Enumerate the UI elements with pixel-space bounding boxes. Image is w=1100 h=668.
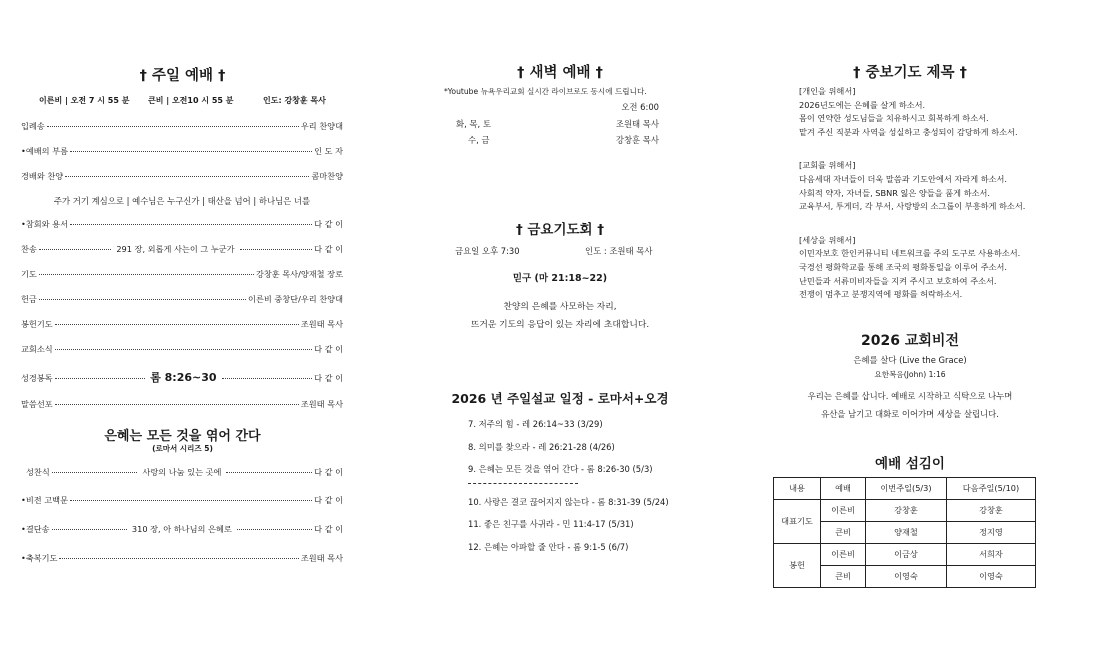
friday-leader: 인도 : 조원태 목사 [585, 246, 653, 256]
youtube-note: *Youtube 뉴욕우리교회 실시간 라이브로도 동시에 드립니다. [444, 87, 647, 96]
order-row [21, 466, 343, 478]
order-person: 다 같 이 [314, 344, 343, 354]
order-row [21, 145, 343, 157]
order-person: 조원태 목사 [300, 399, 343, 409]
order-row [21, 369, 343, 385]
order-detail: 310 장, 아 하나님의 은혜로 [131, 524, 232, 534]
dawn-time: 오전 6:00 [621, 102, 659, 112]
schedule-item: 10. 사랑은 결코 끊어지지 않는다 - 롬 8:31-39 (5/24) [468, 496, 669, 507]
order-person: 다 같 이 [314, 467, 344, 477]
order-detail: 291 장, 외롭게 사는이 그 누군가 [116, 244, 235, 254]
order-item: •예배의 부름 [21, 146, 68, 156]
vision-subtitle: 은혜를 살다 (Live the Grace) [853, 355, 967, 365]
cell: 강창훈 [866, 500, 947, 522]
cell: 이금상 [866, 544, 947, 566]
order-row [21, 398, 343, 410]
vision-line: 우리는 은혜를 삽니다. 예배로 시작하고 식탁으로 나누며 [807, 391, 1013, 401]
sermon-series: (로마서 시리즈 5) [152, 444, 213, 453]
friday-desc-line: 찬양의 은혜를 사모하는 자리, [503, 302, 617, 312]
order-person: 조원태 목사 [300, 319, 343, 329]
order-item: 성경봉독 [21, 373, 53, 383]
scripture-reading: 롬 8:26~30 [150, 371, 217, 384]
cell: 정지영 [946, 522, 1035, 544]
order-row [21, 494, 343, 506]
table-row [774, 500, 1036, 522]
order-row [21, 318, 343, 330]
vision-line: 유산을 남기고 대화로 이어가며 세상을 살립니다. [821, 409, 999, 419]
prayer-line: 교육부서, 투게더, 각 부서, 사랑방의 소그룹이 부흥하게 하소서. [799, 201, 1026, 212]
schedule-item: 8. 의미를 찾으라 - 레 26:21-28 (4/26) [468, 441, 615, 452]
prayer-line: 전쟁이 멈추고 분쟁지역에 평화를 허락하소서. [799, 289, 963, 300]
order-person: 다 같 이 [314, 219, 343, 229]
order-item: •참회와 용서 [21, 219, 68, 229]
sermon-schedule-title: 2026 년 주일설교 일정 - 로마서+오경 [451, 391, 669, 406]
dawn-leader: 조원태 목사 [615, 119, 659, 129]
order-row [21, 120, 343, 132]
order-row [21, 170, 343, 182]
early-service-time: 이른비 | 오전 7 시 55 분 [39, 96, 130, 105]
table-row [774, 544, 1036, 566]
order-person: 콤마찬양 [311, 171, 343, 181]
order-item: •축복기도 [21, 553, 58, 563]
prayer-line: 몸이 연약한 성도님들을 치유하시고 회복하게 하소서. [799, 113, 989, 124]
friday-verse: 믿구 (마 21:18~22) [512, 273, 608, 284]
order-row [21, 523, 343, 535]
cell: 이영숙 [946, 566, 1035, 588]
prayer-group-head: [세상을 위해서] [799, 234, 856, 245]
schedule-item: 11. 좋은 친구를 사귀라 - 민 11:4-17 (5/31) [468, 519, 634, 530]
sunday-service-title: † 주일 예배 † [139, 68, 226, 84]
sermon-title: 은혜는 모든 것을 엮어 간다 [104, 429, 261, 444]
serving-title: 예배 섬김이 [875, 456, 945, 472]
order-detail: 사랑의 나눔 있는 곳에 [142, 467, 222, 477]
schedule-item: 9. 은혜는 모든 것을 엮어 간다 - 롬 8:26-30 (5/3) [468, 464, 653, 475]
column-header: 이번주일(5/3) [866, 478, 947, 500]
praise-song-list: 주가 거기 계심으로 | 예수님은 누구신가 | 태산을 넘어 | 하나님은 너를 [53, 196, 311, 206]
prayer-line: 이민자보호 한인커뮤니티 네트워크를 주의 도구로 사용하소서. [799, 248, 1021, 259]
vision-title: 2026 교회비전 [861, 333, 959, 349]
prayer-group-head: [개인을 위해서] [799, 86, 856, 96]
order-person: 이른비 중창단/우리 찬양대 [248, 294, 343, 304]
order-item: 입례송 [21, 121, 45, 131]
friday-prayer-title: † 금요기도회 † [515, 222, 605, 238]
order-item: 찬송 [21, 244, 37, 254]
cell: 서희자 [946, 544, 1035, 566]
prayer-line: 다음세대 자녀들이 더욱 말씀과 기도안에서 자라게 하소서. [799, 173, 1008, 184]
dawn-days: 화, 목, 토 [456, 119, 491, 129]
cell: 큰비 [821, 522, 866, 544]
dawn-days: 수, 금 [468, 135, 490, 145]
group-cell: 봉헌 [774, 544, 821, 588]
order-row [21, 243, 343, 255]
dawn-leader: 강창훈 목사 [615, 135, 659, 145]
intercession-list [799, 85, 1025, 302]
order-row [21, 218, 343, 230]
order-row [21, 293, 343, 305]
order-row [21, 552, 343, 564]
column-header: 내용 [774, 478, 821, 500]
prayer-line: 맡겨 주신 직분과 사역을 성실하고 충성되이 감당하게 하소서. [799, 126, 1018, 137]
column-header: 다음주일(5/10) [946, 478, 1035, 500]
cell: 큰비 [821, 566, 866, 588]
column-header: 예배 [821, 478, 866, 500]
order-item: 기도 [21, 269, 37, 279]
cell: 강창훈 [946, 500, 1035, 522]
serving-table [773, 477, 1036, 588]
cell: 양재철 [866, 522, 947, 544]
group-cell: 대표기도 [774, 500, 821, 544]
order-row [21, 343, 343, 355]
order-item: 성찬식 [26, 467, 50, 477]
intercession-title: † 중보기도 제목 † [853, 65, 967, 81]
table-header-row [774, 478, 1036, 500]
order-person: 인 도 자 [314, 146, 343, 156]
order-person: 다 같 이 [314, 524, 344, 534]
order-person: 다 같 이 [314, 495, 343, 505]
prayer-line: 사회적 약자, 자녀들, SBNR 잃은 양들을 품게 하소서. [799, 187, 991, 198]
order-row [21, 268, 343, 280]
dawn-service-title: † 새벽 예배 † [517, 65, 603, 81]
prayer-line: 2026년도에는 은혜를 살게 하소서. [799, 99, 926, 110]
prayer-line: 국경선 평화학교를 통해 조국의 평화통일을 이루어 주소서. [799, 261, 1008, 272]
friday-desc-line: 뜨거운 기도의 응답이 있는 자리에 초대합니다. [470, 320, 650, 330]
main-service-time: 큰비 | 오전10 시 55 분 [148, 96, 234, 105]
prayer-group-head: [교회를 위해서] [799, 160, 856, 171]
schedule-item: 12. 은혜는 아파할 줄 안다 - 롬 9:1-5 (6/7) [468, 541, 629, 552]
order-item: 봉헌기도 [21, 319, 53, 329]
order-item: •결단송 [21, 524, 50, 534]
prayer-line: 난민들과 서류미비자들을 지켜 주시고 보호하여 주소서. [799, 275, 997, 286]
sermon-schedule-list [468, 418, 669, 555]
service-leader: 인도: 강창훈 목사 [263, 96, 326, 105]
cell: 이른비 [821, 500, 866, 522]
vision-reference: 요한복음(John) 1:16 [874, 370, 946, 379]
order-person: 다 같 이 [314, 244, 344, 254]
cell: 이영숙 [866, 566, 947, 588]
order-item: 교회소식 [21, 344, 53, 354]
order-person: 강창훈 목사/양재철 장로 [255, 269, 343, 279]
order-person: 다 같 이 [314, 373, 344, 383]
order-person: 조원태 목사 [300, 553, 343, 563]
order-item: 헌금 [21, 294, 37, 304]
friday-time: 금요일 오후 7:30 [455, 246, 520, 256]
order-item: 말씀선포 [21, 399, 53, 409]
schedule-item: 7. 저주의 힘 - 레 26:14~33 (3/29) [468, 419, 603, 429]
order-item: •비전 고백문 [21, 495, 68, 505]
cell: 이른비 [821, 544, 866, 566]
order-person: 우리 찬양대 [300, 121, 343, 131]
order-item: 경배와 찬양 [21, 171, 64, 181]
